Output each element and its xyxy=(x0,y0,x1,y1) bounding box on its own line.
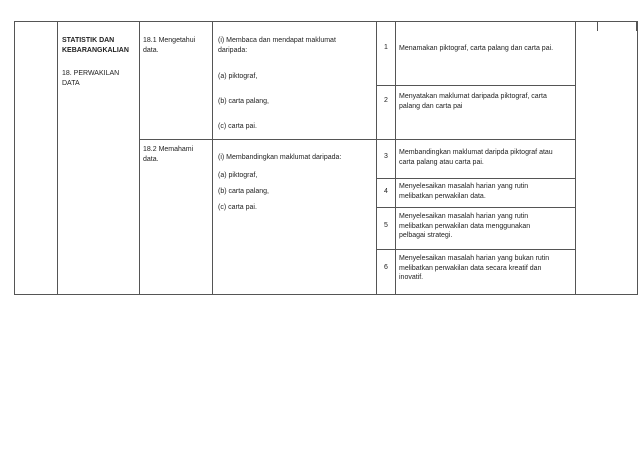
table-top-border xyxy=(14,21,597,22)
col-line xyxy=(212,21,213,294)
topic-subtitle: 18. PERWAKILAN DATA xyxy=(62,70,120,87)
level-number: 6 xyxy=(384,264,388,271)
learning-item: (a) piktograf, xyxy=(218,172,258,179)
level-divider xyxy=(376,178,575,179)
learning-item: (c) carta pai. xyxy=(218,123,257,130)
content-standard-18-2: 18.2 Memahami data. xyxy=(143,146,194,163)
level-number: 3 xyxy=(384,153,388,160)
level-descriptor: Menyelesaikan masalah harian yang bukan rutin melibatkan perwakilan data secara kreatif dan inovatif. xyxy=(399,255,550,281)
level-descriptor: Menyelesaikan masalah harian yang rutin melibatkan perwakilan data menggunakan pelbagai strategi. xyxy=(399,213,531,239)
level-number: 4 xyxy=(384,188,388,195)
learning-standard-2: (i) Membandingkan maklumat daripada: xyxy=(218,154,342,161)
level-descriptor: Menyelesaikan masalah harian yang rutin melibatkan perwakilan data. xyxy=(399,183,529,200)
learning-standard-1: (i) Membaca dan mendapat maklumat daripada: xyxy=(218,37,336,54)
learning-item: (c) carta pai. xyxy=(218,204,257,211)
level-divider xyxy=(376,207,575,208)
level-divider xyxy=(376,139,575,140)
learning-item: (a) piktograf, xyxy=(218,73,258,80)
topic-title: STATISTIK DAN KEBARANGKALIAN xyxy=(62,37,129,54)
level-descriptor: Menamakan piktograf, carta palang dan carta pai. xyxy=(399,45,554,52)
content-standard-18-1: 18.1 Mengetahui data. xyxy=(143,37,196,54)
level-divider xyxy=(376,85,575,86)
level-number: 2 xyxy=(384,97,388,104)
learning-item: (b) carta palang, xyxy=(218,98,269,105)
level-descriptor: Membandingkan maklumat daripda piktograf atau carta palang atau carta pai. xyxy=(399,149,553,166)
corner-box xyxy=(597,21,637,31)
level-descriptor: Menyatakan maklumat daripada piktograf, carta palang dan carta pai xyxy=(399,93,547,110)
level-number: 1 xyxy=(384,44,388,51)
col-line xyxy=(139,21,140,294)
level-number: 5 xyxy=(384,222,388,229)
col-line xyxy=(57,21,58,294)
level-divider xyxy=(376,249,575,250)
table-bottom-border xyxy=(14,294,638,295)
learning-item: (b) carta palang, xyxy=(218,188,269,195)
col-line xyxy=(575,21,576,294)
col-line xyxy=(14,21,15,294)
standard-divider xyxy=(139,139,376,140)
